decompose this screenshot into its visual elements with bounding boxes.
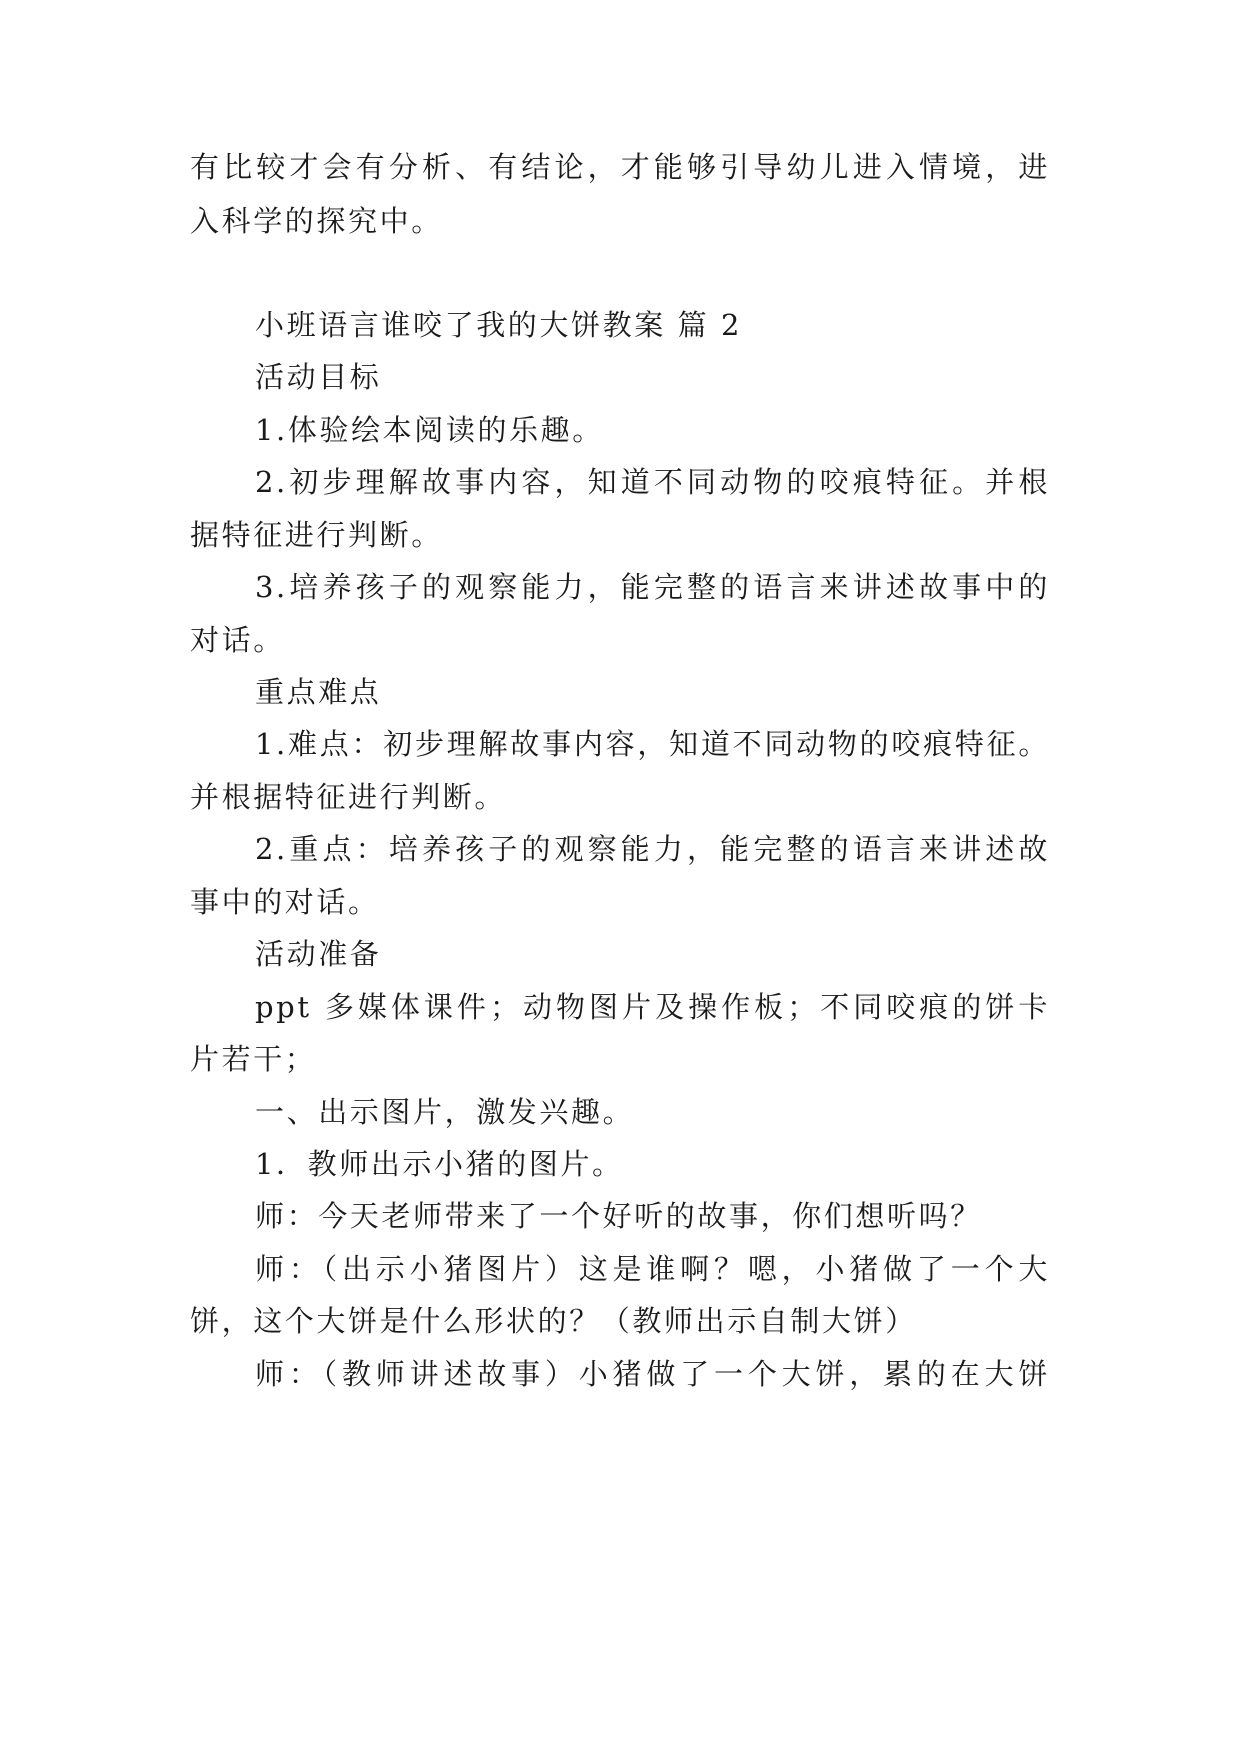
heading-activity-preparation: 活动准备 [255,937,382,971]
paragraph-line: 师：今天老师带来了一个好听的故事，你们想听吗？ [255,1199,982,1233]
paragraph-line: 据特征进行判断。 [190,518,443,552]
paragraph-line: 入科学的探究中。 [190,204,443,238]
paragraph-line: 2.重点：培养孩子的观察能力，能完整的语言来讲述故 [255,832,1050,866]
paragraph-line: 对话。 [190,623,285,657]
paragraph-line: ppt 多媒体课件；动物图片及操作板；不同咬痕的饼卡 [255,990,1050,1024]
paragraph-line: 2.初步理解故事内容，知道不同动物的咬痕特征。并根 [255,465,1050,499]
paragraph-line: 师：（出示小猪图片）这是谁啊？嗯，小猪做了一个大 [255,1252,1050,1286]
paragraph-line: 一、出示图片，激发兴趣。 [255,1095,635,1129]
paragraph-line: 片若干； [190,1042,317,1076]
heading-key-points: 重点难点 [255,675,382,709]
heading-activity-goals: 活动目标 [255,360,382,394]
section-title: 小班语言谁咬了我的大饼教案 篇 2 [255,308,743,342]
paragraph-line: 饼，这个大饼是什么形状的？（教师出示自制大饼） [190,1304,917,1338]
paragraph-line: 师：（教师讲述故事）小猪做了一个大饼，累的在大饼 [255,1357,1050,1391]
paragraph-line: 有比较才会有分析、有结论，才能够引导幼儿进入情境，进 [190,150,1050,184]
paragraph-line: 1.难点：初步理解故事内容，知道不同动物的咬痕特征。 [255,727,1050,761]
paragraph-line: 1.体验绘本阅读的乐趣。 [255,413,604,447]
paragraph-line: 1．教师出示小猪的图片。 [255,1147,624,1181]
paragraph-line: 3.培养孩子的观察能力，能完整的语言来讲述故事中的 [255,570,1050,604]
paragraph-line: 事中的对话。 [190,885,380,919]
paragraph-line: 并根据特征进行判断。 [190,780,507,814]
